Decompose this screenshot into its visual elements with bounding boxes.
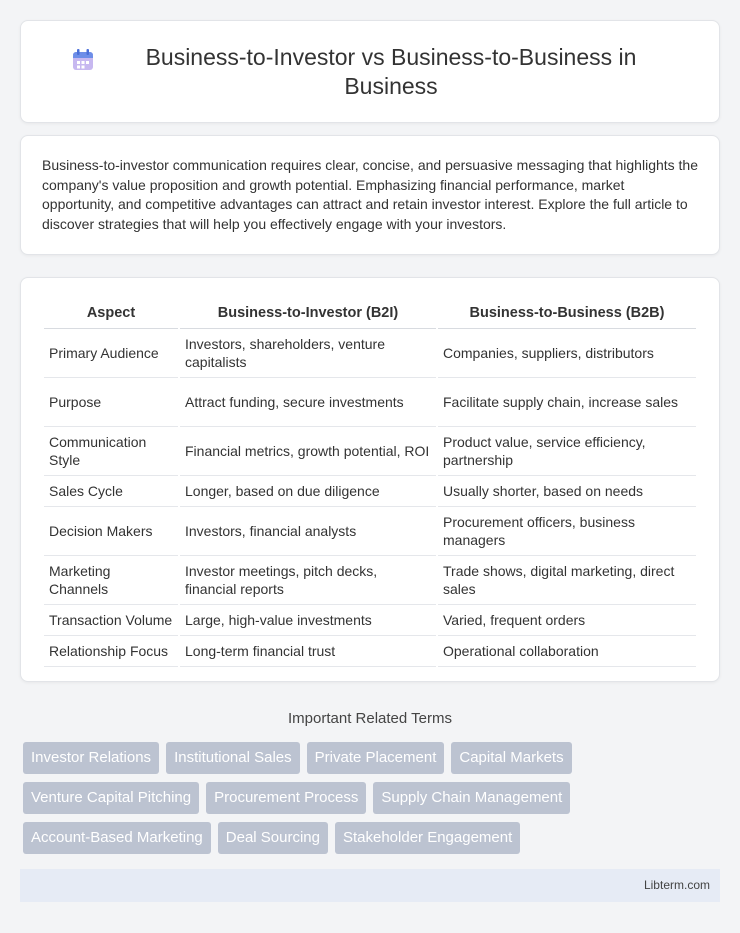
cell-aspect: Primary Audience [44,329,178,378]
page-title: Business-to-Investor vs Business-to-Business in Business [145,43,637,99]
related-terms-list [23,742,720,862]
tag-account-based-marketing[interactable]: Account-Based Marketing [23,822,211,854]
table-row [44,507,696,556]
cell-b2i: Longer, based on due diligence [180,476,436,507]
calendar-icon [70,47,96,73]
related-terms-title: Important Related Terms [288,710,452,727]
cell-b2i: Large, high-value investments [180,605,436,636]
cell-b2b: Varied, frequent orders [438,605,696,636]
cell-b2i: Long-term financial trust [180,636,436,667]
cell-aspect: Marketing Channels [44,556,178,605]
cell-b2b: Facilitate supply chain, increase sales [438,378,696,427]
cell-b2b: Trade shows, digital marketing, direct sales [438,556,696,605]
cell-aspect: Sales Cycle [44,476,178,507]
header-b2b: Business-to-Business (B2B) [438,298,696,329]
table-row [44,427,696,476]
header-aspect: Aspect [44,298,178,329]
cell-b2i: Financial metrics, growth potential, ROI [180,427,436,476]
intro-text: Business-to-investor communication requires clear, concise, and persuasive messaging that highlights the company's value proposition and growth potential. Emphasizing financial performance, market opportunity, and competitive advantages can attract and retain investor interest. Explore the full article to discover strategies that will help you effectively engage with your investors. [42,157,699,232]
table-row [44,605,696,636]
table-row [44,329,696,378]
tag-venture-capital-pitching[interactable]: Venture Capital Pitching [23,782,199,814]
cell-b2b: Companies, suppliers, distributors [438,329,696,378]
cell-aspect: Transaction Volume [44,605,178,636]
cell-b2i: Investor meetings, pitch decks, financial reports [180,556,436,605]
cell-aspect: Decision Makers [44,507,178,556]
tag-capital-markets[interactable]: Capital Markets [451,742,571,774]
footer-brand[interactable]: Libterm.com [643,878,710,892]
cell-aspect: Relationship Focus [44,636,178,667]
table-row [44,476,696,507]
cell-b2b: Procurement officers, business managers [438,507,696,556]
cell-b2b: Usually shorter, based on needs [438,476,696,507]
cell-b2i: Attract funding, secure investments [180,378,436,427]
cell-b2b: Operational collaboration [438,636,696,667]
tag-procurement-process[interactable]: Procurement Process [206,782,366,814]
table-row [44,378,696,427]
intro-card [20,135,720,255]
header-b2i: Business-to-Investor (B2I) [180,298,436,329]
cell-b2i: Investors, shareholders, venture capitalists [180,329,436,378]
comparison-card [20,277,720,682]
table-row [44,636,696,667]
tag-private-placement[interactable]: Private Placement [307,742,445,774]
header-card [20,20,720,123]
tag-investor-relations[interactable]: Investor Relations [23,742,159,774]
footer [20,869,720,902]
tag-deal-sourcing[interactable]: Deal Sourcing [218,822,328,854]
cell-b2b: Product value, service efficiency, partnership [438,427,696,476]
cell-b2i: Investors, financial analysts [180,507,436,556]
table-row [44,556,696,605]
tag-supply-chain-management[interactable]: Supply Chain Management [373,782,570,814]
cell-aspect: Communication Style [44,427,178,476]
cell-aspect: Purpose [44,378,178,427]
comparison-table [42,298,698,667]
table-header-row [44,298,696,329]
tag-stakeholder-engagement[interactable]: Stakeholder Engagement [335,822,520,854]
tag-institutional-sales[interactable]: Institutional Sales [166,742,300,774]
